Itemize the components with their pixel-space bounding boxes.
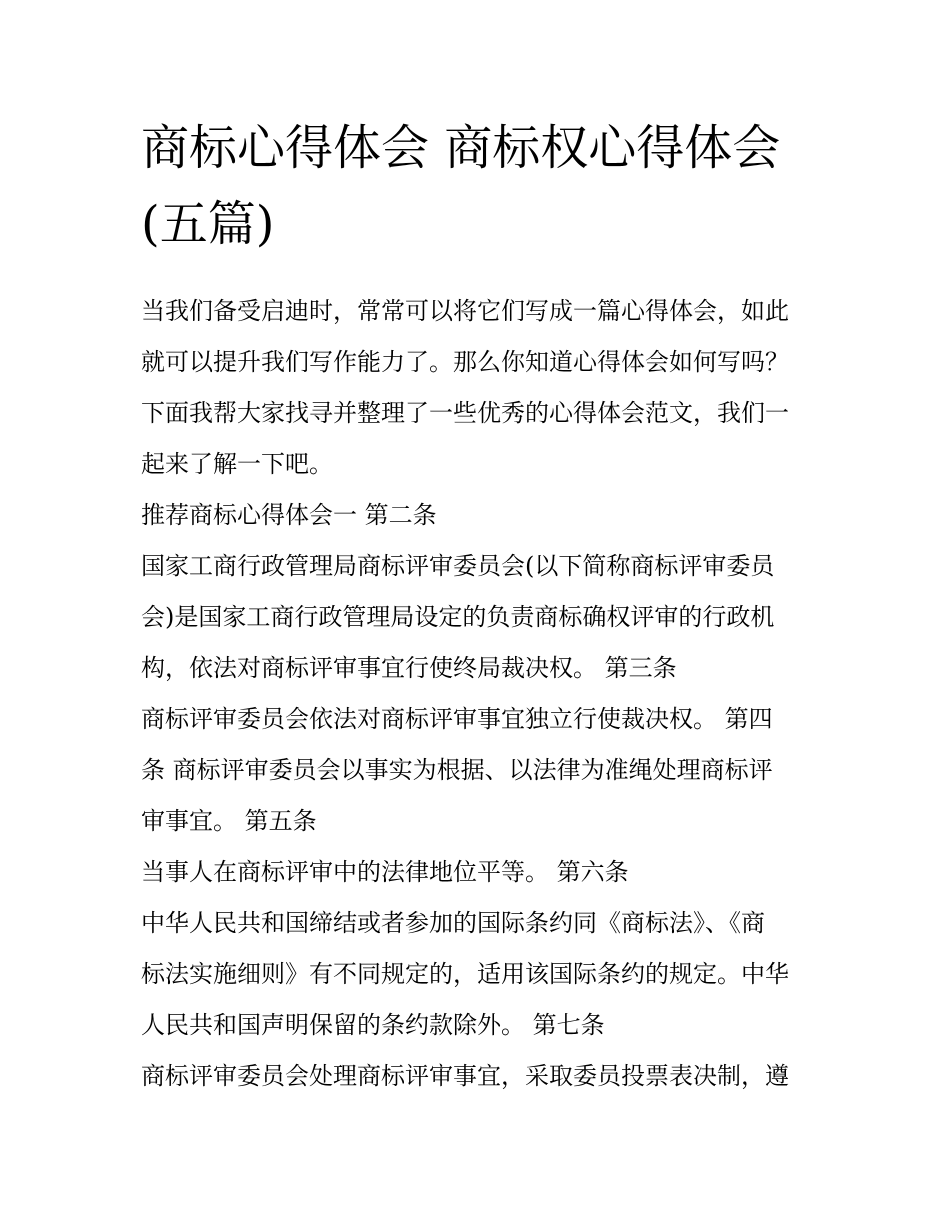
body-line: 当我们备受启迪时，常常可以将它们写成一篇心得体会，如此 <box>141 297 789 325</box>
document-title <box>141 110 821 262</box>
body-line: 商标评审委员会依法对商标评审事宜独立行使裁决权。 第四 <box>141 705 773 733</box>
title-line-2: (五篇) <box>141 196 275 252</box>
document-body <box>141 286 821 1102</box>
body-line: 标法实施细则》有不同规定的，适用该国际条约的规定。中华 <box>141 960 789 988</box>
body-line: 当事人在商标评审中的法律地位平等。 第六条 <box>141 858 629 886</box>
body-line: 构，依法对商标评审事宜行使终局裁决权。 第三条 <box>141 654 677 682</box>
body-line: 条 商标评审委员会以事实为根据、以法律为准绳处理商标评 <box>141 756 773 784</box>
body-line: 商标评审委员会处理商标评审事宜，采取委员投票表决制，遵 <box>141 1062 789 1090</box>
section-heading-line: 推荐商标心得体会一 第二条 <box>141 501 437 529</box>
body-line: 起来了解一下吧。 <box>141 450 333 478</box>
body-line: 人民共和国声明保留的条约款除外。 第七条 <box>141 1011 605 1039</box>
body-line: 会)是国家工商行政管理局设定的负责商标确权评审的行政机 <box>141 603 775 631</box>
body-line: 就可以提升我们写作能力了。那么你知道心得体会如何写吗？ <box>141 348 789 376</box>
document-content <box>141 110 821 1102</box>
body-line: 审事宜。 第五条 <box>141 807 317 835</box>
title-line-1: 商标心得体会 商标权心得体会 <box>141 120 781 176</box>
body-line: 下面我帮大家找寻并整理了一些优秀的心得体会范文，我们一 <box>141 399 789 427</box>
body-line: 国家工商行政管理局商标评审委员会(以下简称商标评审委员 <box>141 552 775 580</box>
body-line: 中华人民共和国缔结或者参加的国际条约同《商标法》、《商 <box>141 909 765 937</box>
